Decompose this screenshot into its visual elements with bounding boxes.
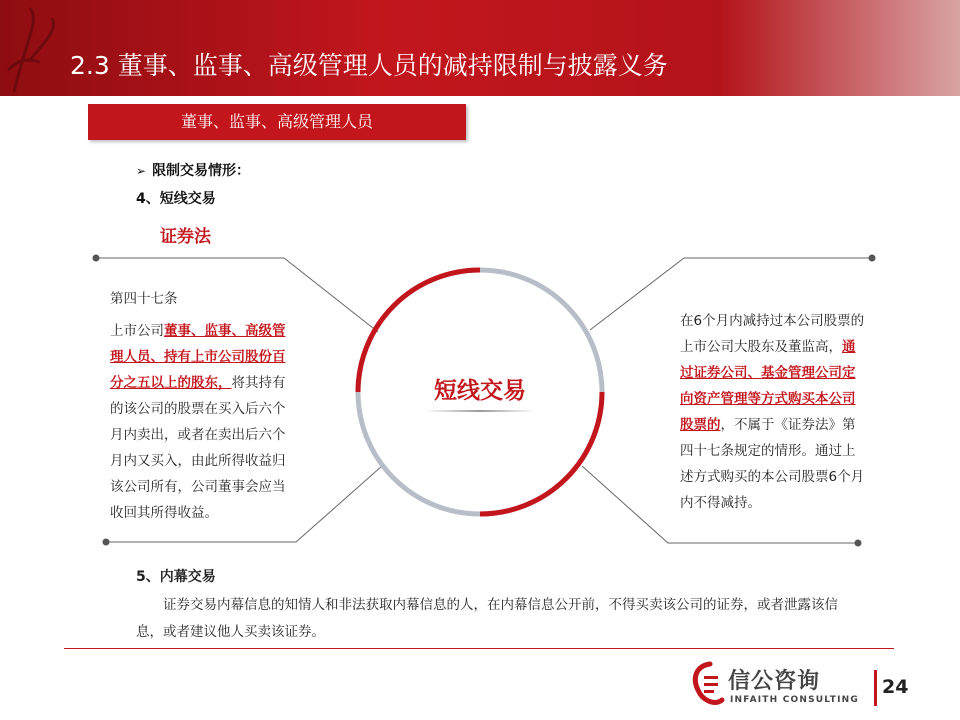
item4-heading: 4、短线交易 bbox=[136, 191, 216, 207]
article-highlight: 董事、监事、高级管理人员、持有上市公司股份百分之五以上的股东， bbox=[110, 323, 286, 391]
exemption-text-pre: 在6个月内减持过本公司股票的上市公司大股东及董监高， bbox=[680, 313, 865, 355]
dot-right-bottom bbox=[855, 540, 862, 547]
center-underline bbox=[425, 410, 535, 412]
exemption-highlight: 通过证券公司、基金管理公司定向资产管理等方式购买本公司股票的 bbox=[680, 339, 856, 433]
restrict-label: 限制交易情形： bbox=[152, 163, 251, 179]
law-title: 证券法 bbox=[160, 227, 211, 247]
center-label: 短线交易 bbox=[434, 378, 526, 404]
arrow-bullet-icon: ➢ bbox=[136, 164, 147, 178]
exemption-text-post: ，不属于《证券法》第四十七条规定的情形。通过上述方式购买的本公司股票6个月内不得减持。 bbox=[680, 417, 865, 511]
logo-name-cn: 信公咨询 bbox=[728, 669, 821, 694]
section-tag: 董事、监事、高级管理人员 bbox=[88, 104, 466, 140]
page-number: 24 bbox=[882, 676, 909, 698]
page-title: 2.3 董事、监事、高级管理人员的减持限制与披露义务 bbox=[70, 51, 668, 80]
logo-name-en: INFAITH CONSULTING bbox=[730, 695, 859, 705]
exemption-text bbox=[680, 308, 868, 516]
item5-heading: 5、内幕交易 bbox=[136, 569, 216, 585]
insider-paragraph: 证券交易内幕信息的知情人和非法获取内幕信息的人，在内幕信息公开前，不得买卖该公司的证券，或者泄露该信息，或者建议他人买卖该证券。 bbox=[136, 597, 838, 640]
dot-left-bottom bbox=[103, 539, 110, 546]
footer-divider bbox=[64, 648, 894, 649]
article-47-text bbox=[110, 286, 296, 526]
dot-right-top bbox=[869, 255, 876, 262]
article-text-pre: 上市公司 bbox=[110, 323, 164, 339]
article-text-post: 将其持有的该公司的股票在买入后六个月内卖出，或者在卖出后六个月内又买入，由此所得收益归该公司所有，公司董事会应当收回其所得收益。 bbox=[110, 375, 286, 521]
dot-left-top bbox=[93, 255, 100, 262]
page-number-bar bbox=[874, 670, 877, 706]
infaith-logo-icon bbox=[688, 660, 728, 710]
article-title: 第四十七条 bbox=[110, 291, 178, 307]
